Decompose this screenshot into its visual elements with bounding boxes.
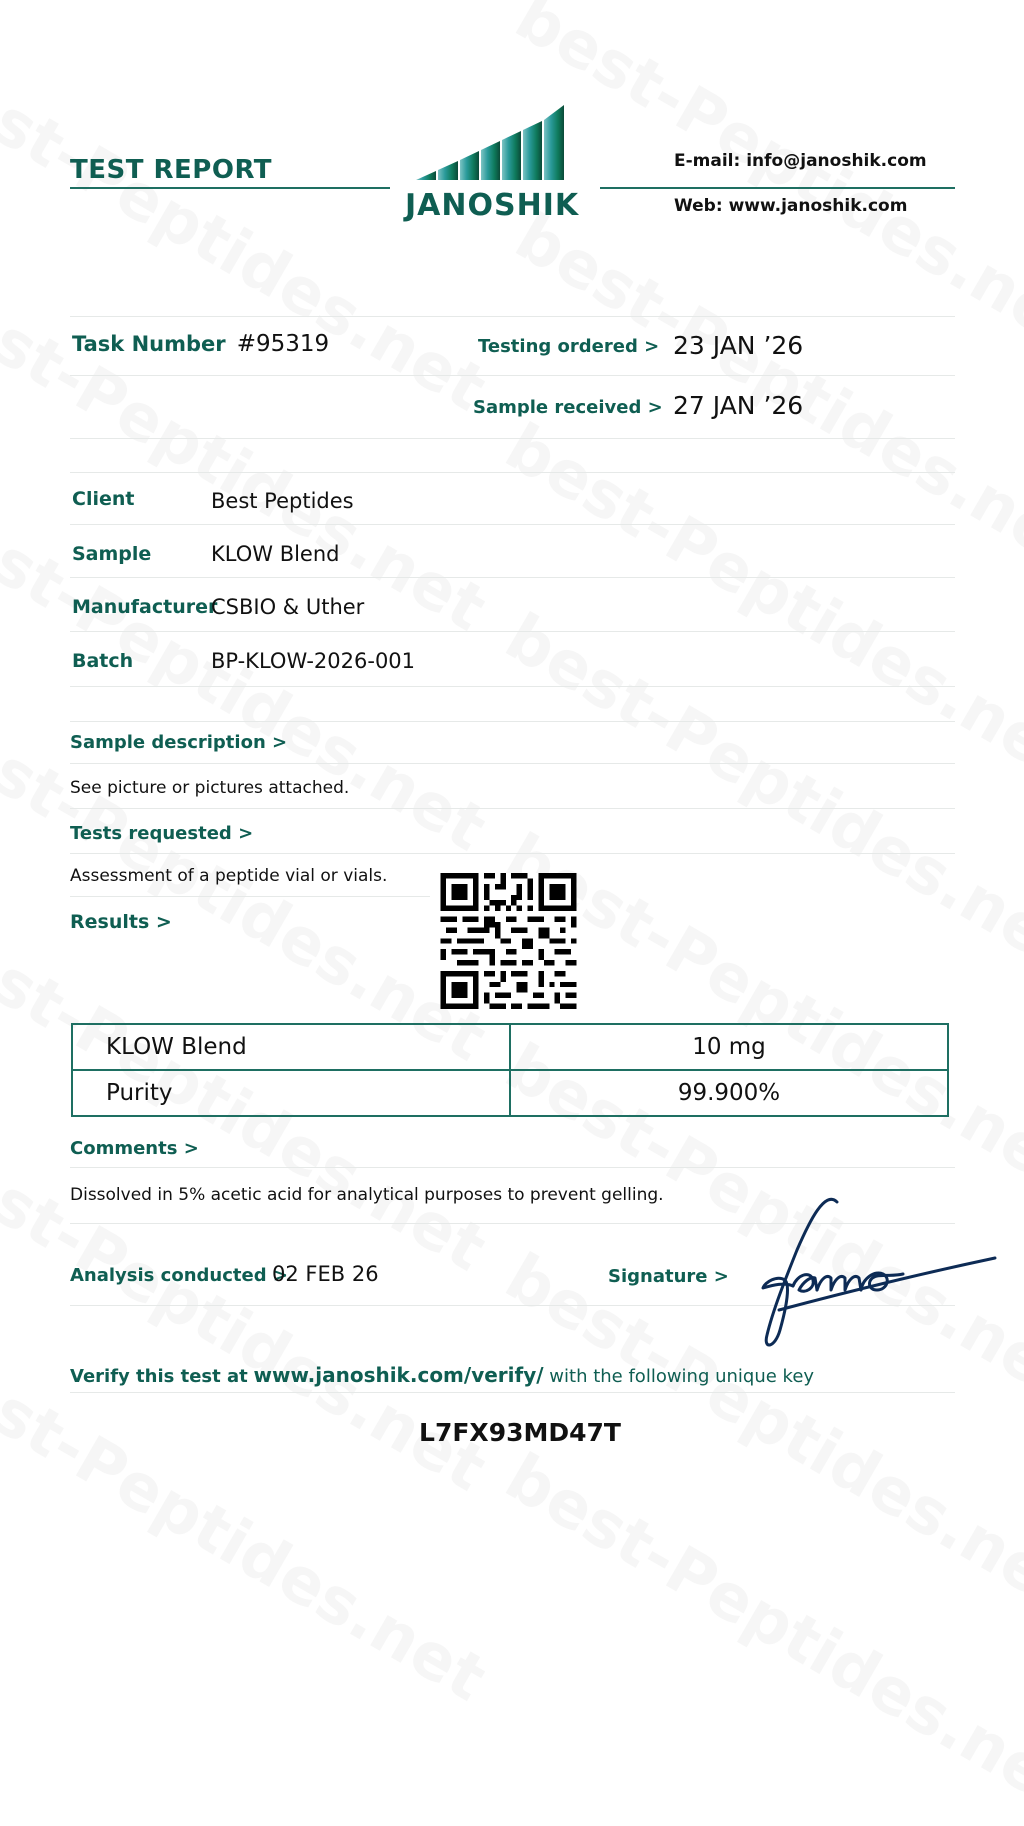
analysis-conducted-label: Analysis conducted >: [70, 1265, 288, 1286]
title-divider: [70, 187, 390, 189]
contact-web: [674, 196, 907, 216]
verify-suffix: with the following unique key: [549, 1366, 815, 1387]
testing-ordered-date: 23 JAN ’26: [673, 331, 804, 360]
manufacturer-value: CSBIO & Uther: [211, 595, 365, 619]
verify-line: [70, 1363, 814, 1387]
qr-code-icon[interactable]: [434, 873, 583, 1009]
sample-value: KLOW Blend: [211, 542, 340, 566]
client-label: Client: [72, 488, 135, 510]
divider: [70, 1392, 955, 1393]
batch-label: Batch: [72, 650, 134, 672]
divider: [70, 853, 955, 854]
divider: [70, 375, 955, 376]
sample-received-date: 27 JAN ’26: [673, 391, 804, 420]
report-title: TEST REPORT: [70, 155, 273, 185]
results-table: [71, 1023, 949, 1117]
contact-email: [674, 151, 927, 171]
watermark: [0, 1330, 498, 1716]
task-number-value: #95319: [236, 331, 330, 357]
client-value: Best Peptides: [211, 489, 354, 513]
divider: [70, 686, 955, 687]
divider: [70, 577, 955, 578]
divider: [70, 472, 955, 473]
batch-value: BP-KLOW-2026-001: [211, 649, 416, 673]
brand-name: JANOSHIK: [405, 188, 580, 223]
testing-ordered-label: Testing ordered >: [478, 336, 660, 357]
analysis-conducted-date: 02 FEB 26: [272, 1262, 379, 1286]
divider: [70, 524, 955, 525]
watermark: [493, 1440, 1024, 1826]
divider: [70, 721, 955, 722]
watermark: [493, 410, 1024, 796]
results-label: Results >: [70, 911, 172, 933]
verify-url-link[interactable]: www.janoshik.com/verify/: [253, 1363, 544, 1387]
divider: [70, 631, 955, 632]
sample-received-label: Sample received >: [473, 397, 663, 418]
divider: [70, 763, 955, 764]
verify-prefix: Verify this test at: [70, 1366, 248, 1387]
table-row: [72, 1024, 948, 1070]
sample-label: Sample: [72, 543, 152, 565]
tests-requested-label: Tests requested >: [70, 823, 254, 844]
result-value: 99.900%: [510, 1070, 948, 1116]
divider: [70, 896, 430, 897]
comments-label: Comments >: [70, 1138, 199, 1159]
table-row: [72, 1070, 948, 1116]
divider: [70, 316, 955, 317]
task-number-row: [72, 331, 329, 357]
task-number-label: Task Number: [72, 332, 226, 356]
result-name: KLOW Blend: [72, 1024, 510, 1070]
result-name: Purity: [72, 1070, 510, 1116]
web-label: Web:: [674, 196, 723, 216]
watermark: [0, 260, 498, 646]
tests-requested-text: Assessment of a peptide vial or vials.: [70, 866, 388, 886]
sample-description-text: See picture or pictures attached.: [70, 778, 350, 798]
email-label: E-mail:: [674, 151, 741, 171]
divider: [70, 438, 955, 439]
result-value: 10 mg: [510, 1024, 948, 1070]
manufacturer-label: Manufacturer: [72, 596, 218, 618]
watermark: [0, 40, 498, 426]
signature-label: Signature >: [608, 1266, 729, 1287]
comments-text: Dissolved in 5% acetic acid for analytical purposes to prevent gelling.: [70, 1185, 664, 1205]
signature-icon: [755, 1190, 1000, 1350]
web-value: www.janoshik.com: [728, 196, 908, 216]
email-value: info@janoshik.com: [746, 151, 927, 171]
divider: [70, 808, 955, 809]
sample-description-label: Sample description >: [70, 732, 288, 753]
unique-key: L7FX93MD47T: [419, 1418, 621, 1447]
contact-divider: [600, 187, 955, 189]
divider: [70, 1167, 955, 1168]
watermark: [0, 1120, 498, 1506]
